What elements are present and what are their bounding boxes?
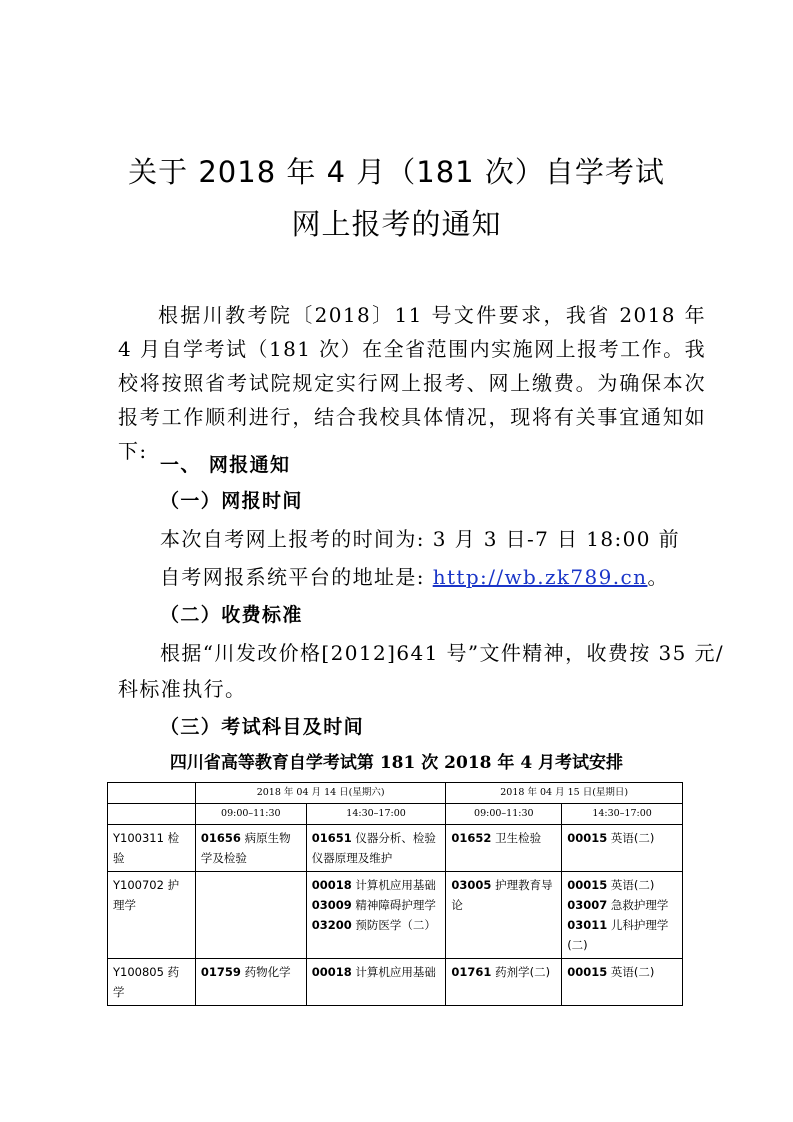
platform-line	[160, 560, 669, 594]
course-code: 03011	[567, 918, 608, 932]
course-cell-d2pm	[562, 825, 683, 872]
intro-paragraph: 根据川教考院〔2018〕11 号文件要求，我省 2018 年 4 月自学考试（181 次）在全省范围内实施网上报考工作。我校将按照省考试院规定实行网上报考、网上缴费。为确保本次报考工作顺利进行，结合我校具体情况，现将有关事宜通知如下:	[118, 303, 706, 463]
course-code: 00018	[311, 965, 352, 979]
course-cell-d1pm	[306, 825, 446, 872]
course-name: 药物化学	[240, 965, 291, 979]
course-code: 00015	[567, 831, 608, 845]
course-name: 预防医学（二）	[351, 918, 436, 932]
platform-suffix: 。	[647, 565, 669, 589]
course-cell-d1am	[195, 959, 306, 1006]
document-title-line1: 关于 2018 年 4 月（181 次）自学考试	[128, 155, 665, 189]
course-name: 英语(二)	[607, 831, 655, 845]
section-1-3-heading: （三）考试科目及时间	[160, 716, 365, 738]
header-d1-am: 09:00–11:30	[195, 804, 306, 825]
course-cell-d1pm	[306, 959, 446, 1006]
course-entry	[312, 915, 441, 935]
header-d2-am: 09:00–11:30	[446, 804, 562, 825]
course-cell-d2pm	[562, 872, 683, 959]
course-cell-d1am	[195, 872, 306, 959]
course-code: 00015	[567, 878, 608, 892]
course-entry	[201, 962, 301, 982]
header-day1: 2018 年 04 月 14 日(星期六)	[195, 783, 446, 804]
report-time-text: 本次自考网上报考的时间为: 3 月 3 日-7 日 18:00 前	[160, 527, 681, 551]
course-name: 计算机应用基础	[351, 878, 436, 892]
fee-text-line2: 科标准执行。	[118, 677, 247, 701]
course-entry	[567, 875, 677, 895]
fee-text-line1: 根据“川发改价格[2012]641 号”文件精神，收费按 35 元/	[160, 641, 724, 665]
schedule-table-title: 四川省高等教育自学考试第 181 次 2018 年 4 月考试安排	[169, 753, 624, 773]
course-entry	[567, 962, 677, 982]
course-cell-d2am	[446, 825, 562, 872]
major-cell: Y100805 药学	[108, 959, 196, 1006]
course-name: 卫生检验	[491, 831, 542, 845]
course-code: 01656	[200, 831, 241, 845]
course-code: 00018	[311, 878, 352, 892]
section-1-heading: 一、 网报通知	[160, 454, 291, 476]
course-cell-d1am	[195, 825, 306, 872]
platform-prefix: 自考网报系统平台的地址是:	[160, 565, 433, 589]
header-day2: 2018 年 04 月 15 日(星期日)	[446, 783, 683, 804]
course-name: 计算机应用基础	[351, 965, 436, 979]
course-entry	[312, 828, 441, 868]
course-name: 英语(二)	[607, 878, 655, 892]
table-row	[108, 872, 683, 959]
table-row	[108, 825, 683, 872]
course-code: 01652	[451, 831, 492, 845]
table-row	[108, 959, 683, 1006]
major-cell: Y100311 检验	[108, 825, 196, 872]
course-code: 03005	[451, 878, 492, 892]
course-name: 急救护理学	[607, 898, 669, 912]
course-cell-d2pm	[562, 959, 683, 1006]
exam-schedule-table	[107, 782, 683, 1006]
course-entry	[451, 962, 556, 982]
intro-paragraph-block	[118, 298, 706, 468]
major-cell: Y100702 护理学	[108, 872, 196, 959]
header-empty-cell	[108, 783, 196, 804]
course-code: 01761	[451, 965, 492, 979]
course-name: 儿科护理学(二)	[567, 918, 669, 952]
course-entry	[201, 828, 301, 868]
course-entry	[312, 895, 441, 915]
course-entry	[451, 828, 556, 848]
course-code: 01759	[200, 965, 241, 979]
course-cell-d2am	[446, 872, 562, 959]
course-code: 03200	[311, 918, 352, 932]
header-d1-pm: 14:30–17:00	[306, 804, 446, 825]
course-entry	[451, 875, 556, 915]
course-name: 药剂学(二)	[491, 965, 551, 979]
section-1-1-heading: （一）网报时间	[160, 490, 303, 512]
course-name: 精神障碍护理学	[351, 898, 436, 912]
course-code: 00015	[567, 965, 608, 979]
section-1-2-heading: （二）收费标准	[160, 604, 303, 626]
platform-url-link[interactable]: http://wb.zk789.cn	[432, 565, 648, 589]
course-entry	[312, 875, 441, 895]
course-name: 护理教育导论	[451, 878, 553, 912]
course-name: 病原生物学及检验	[200, 831, 291, 865]
course-entry	[567, 915, 677, 955]
course-code: 03009	[311, 898, 352, 912]
header-d2-pm: 14:30–17:00	[562, 804, 683, 825]
course-code: 03007	[567, 898, 608, 912]
course-name: 英语(二)	[607, 965, 655, 979]
course-entry	[567, 828, 677, 848]
document-title-line2: 网上报考的通知	[291, 207, 502, 241]
course-cell-d1pm	[306, 872, 446, 959]
course-entry	[312, 962, 441, 982]
course-entry	[567, 895, 677, 915]
course-code: 01651	[311, 831, 352, 845]
course-name: 仪器分析、检验仪器原理及维护	[311, 831, 436, 865]
table-header-row-slots	[108, 804, 683, 825]
table-header-row-days	[108, 783, 683, 804]
header-empty-cell	[108, 804, 196, 825]
course-cell-d2am	[446, 959, 562, 1006]
